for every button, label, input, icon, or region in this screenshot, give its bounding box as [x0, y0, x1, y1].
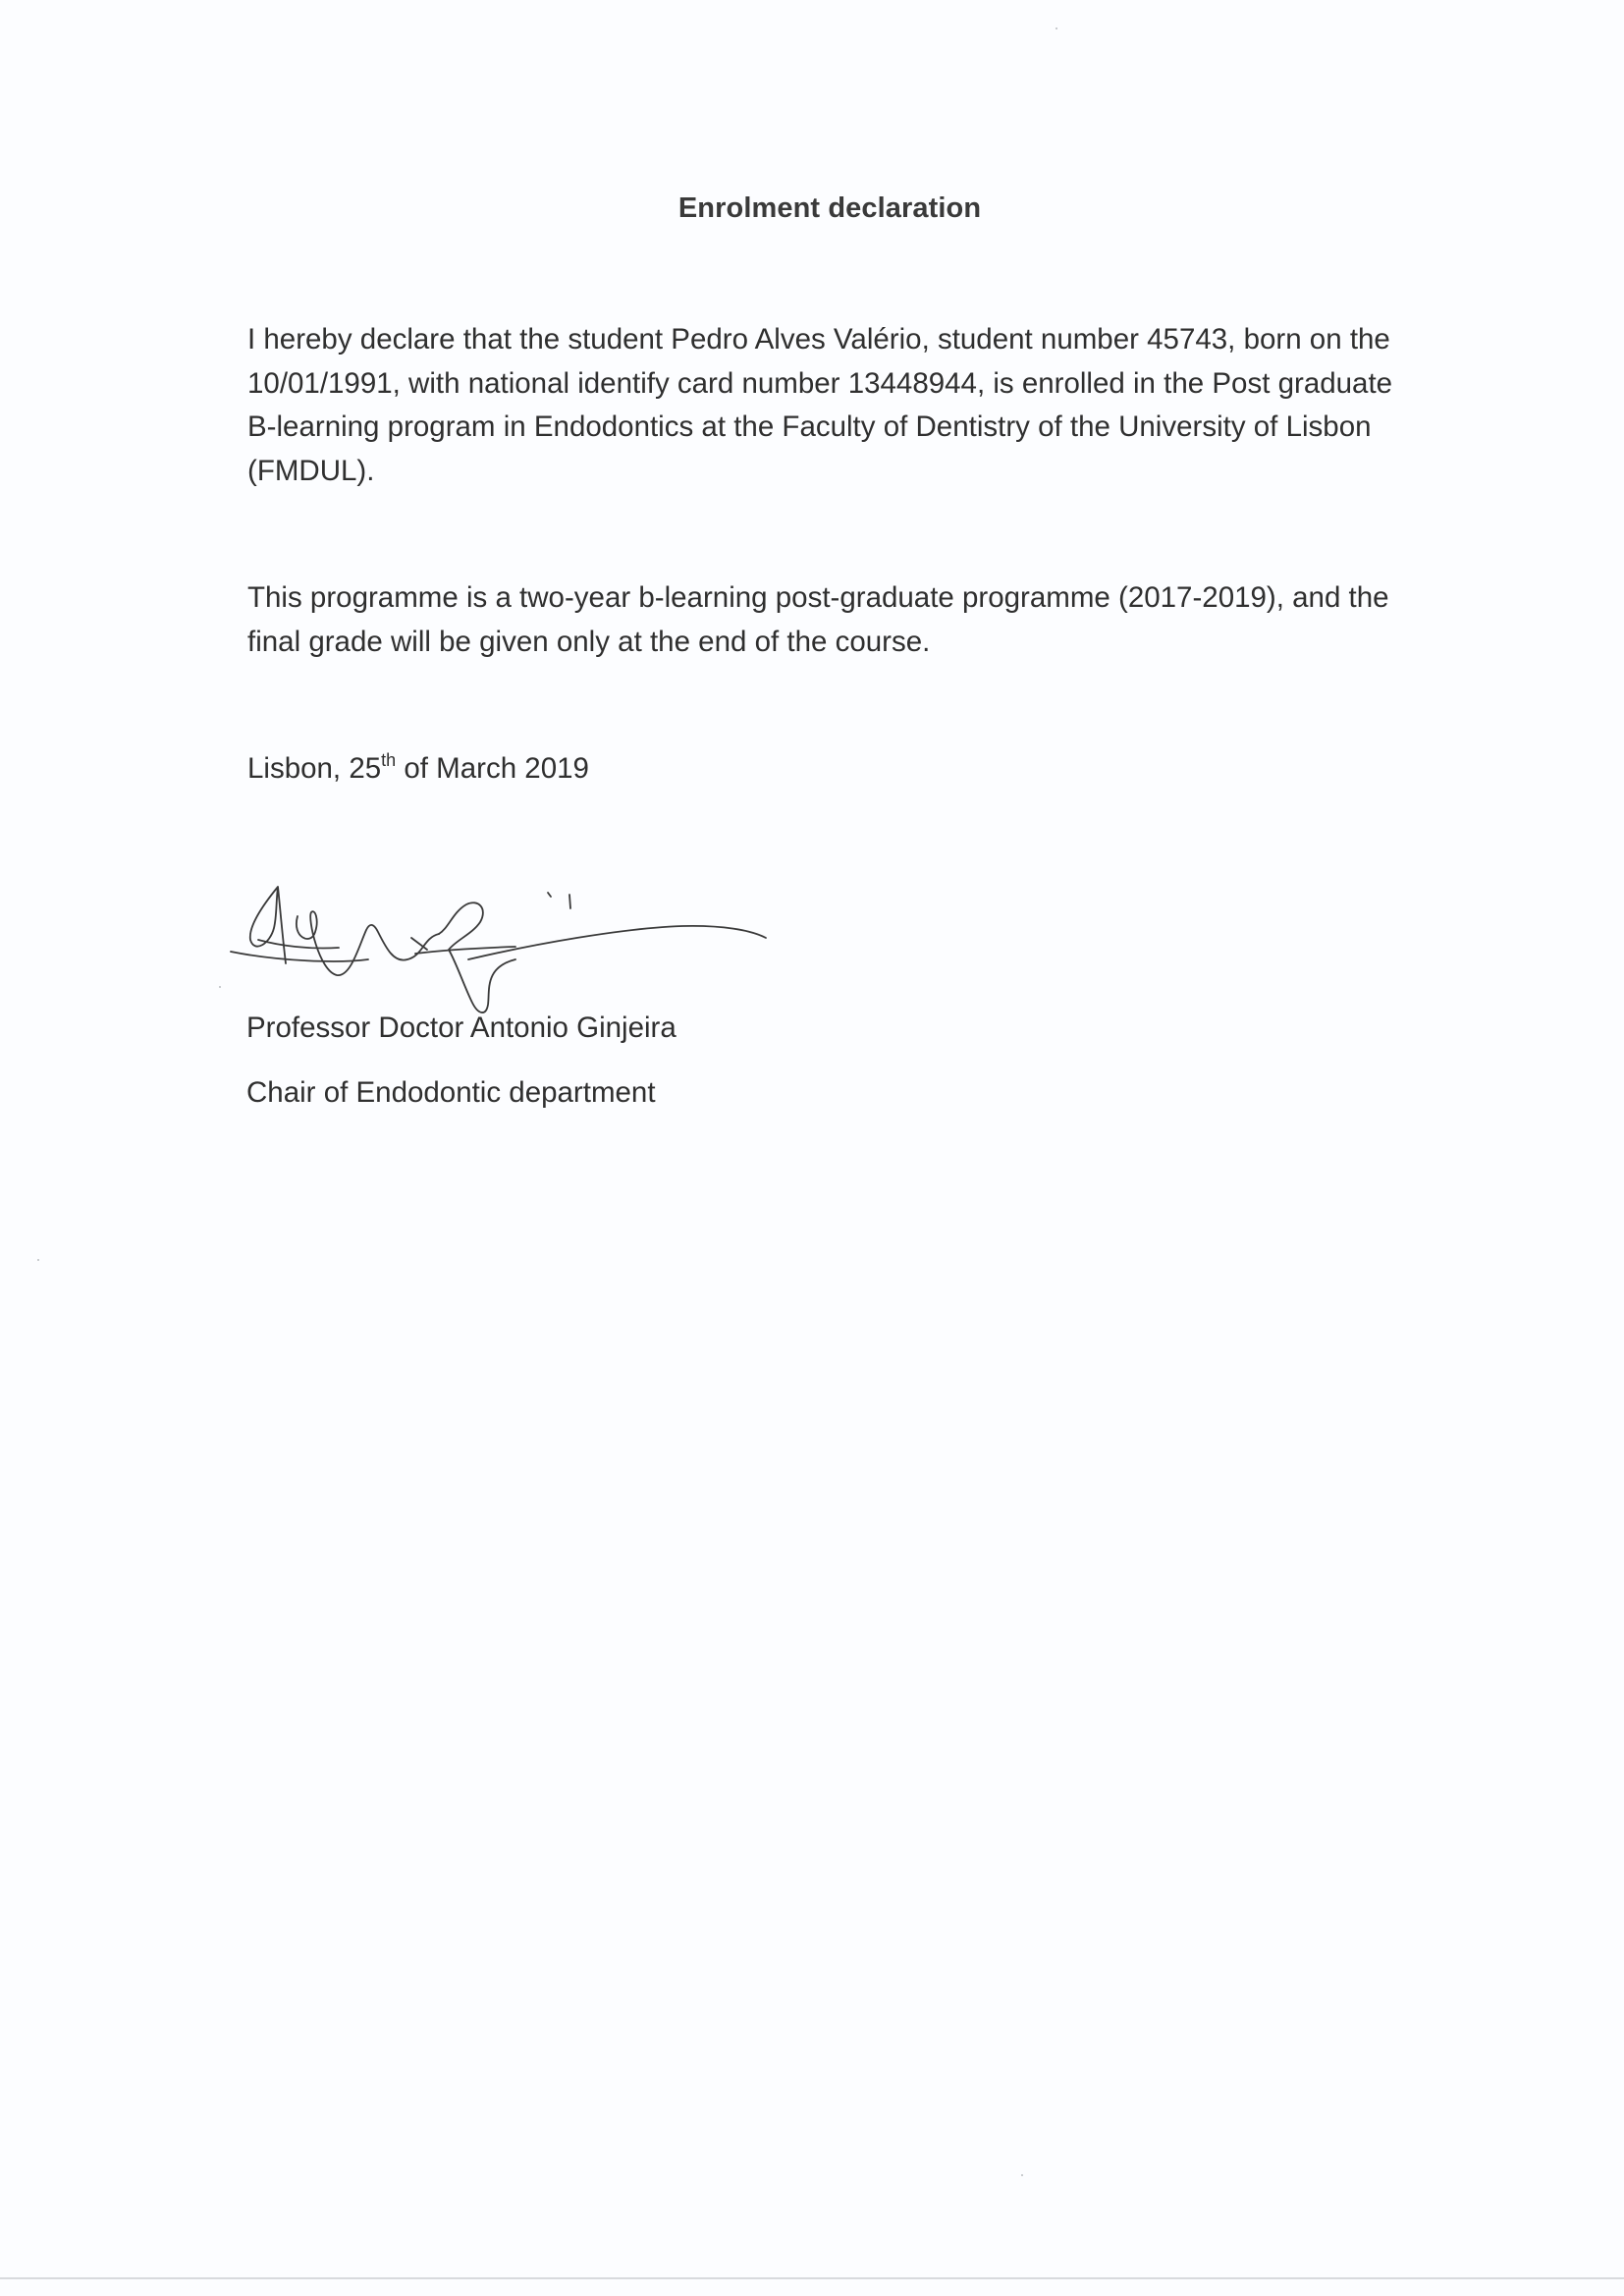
scan-speck [219, 986, 221, 988]
scan-speck [1021, 2174, 1023, 2176]
signer-name: Professor Doctor Antonio Ginjeira [246, 1011, 677, 1044]
scan-edge-line [0, 2277, 1624, 2279]
date-line [247, 747, 589, 791]
date-place: Lisbon, 25 [247, 752, 382, 785]
programme-paragraph: This programme is a two-year b-learning post-graduate programme (2017-2019), and the final grade will be given only at the end of the course. [247, 581, 1389, 658]
page-title: Enrolment declaration [677, 192, 982, 224]
date-rest: of March 2019 [396, 752, 589, 785]
signer-role: Chair of Endodontic department [246, 1076, 656, 1109]
scan-speck [37, 1259, 39, 1261]
date-ordinal: th [381, 750, 397, 770]
declaration-paragraph: I hereby declare that the student Pedro Alves Valério, student number 45743, born on the 10/01/1991, with national identify card number 13448944, is enrolled in the Post graduate B-learning program in Endodontics at the Faculty of Dentistry of the University of Lisbon (FMDUL). [247, 323, 1393, 487]
scan-speck [1056, 27, 1057, 29]
